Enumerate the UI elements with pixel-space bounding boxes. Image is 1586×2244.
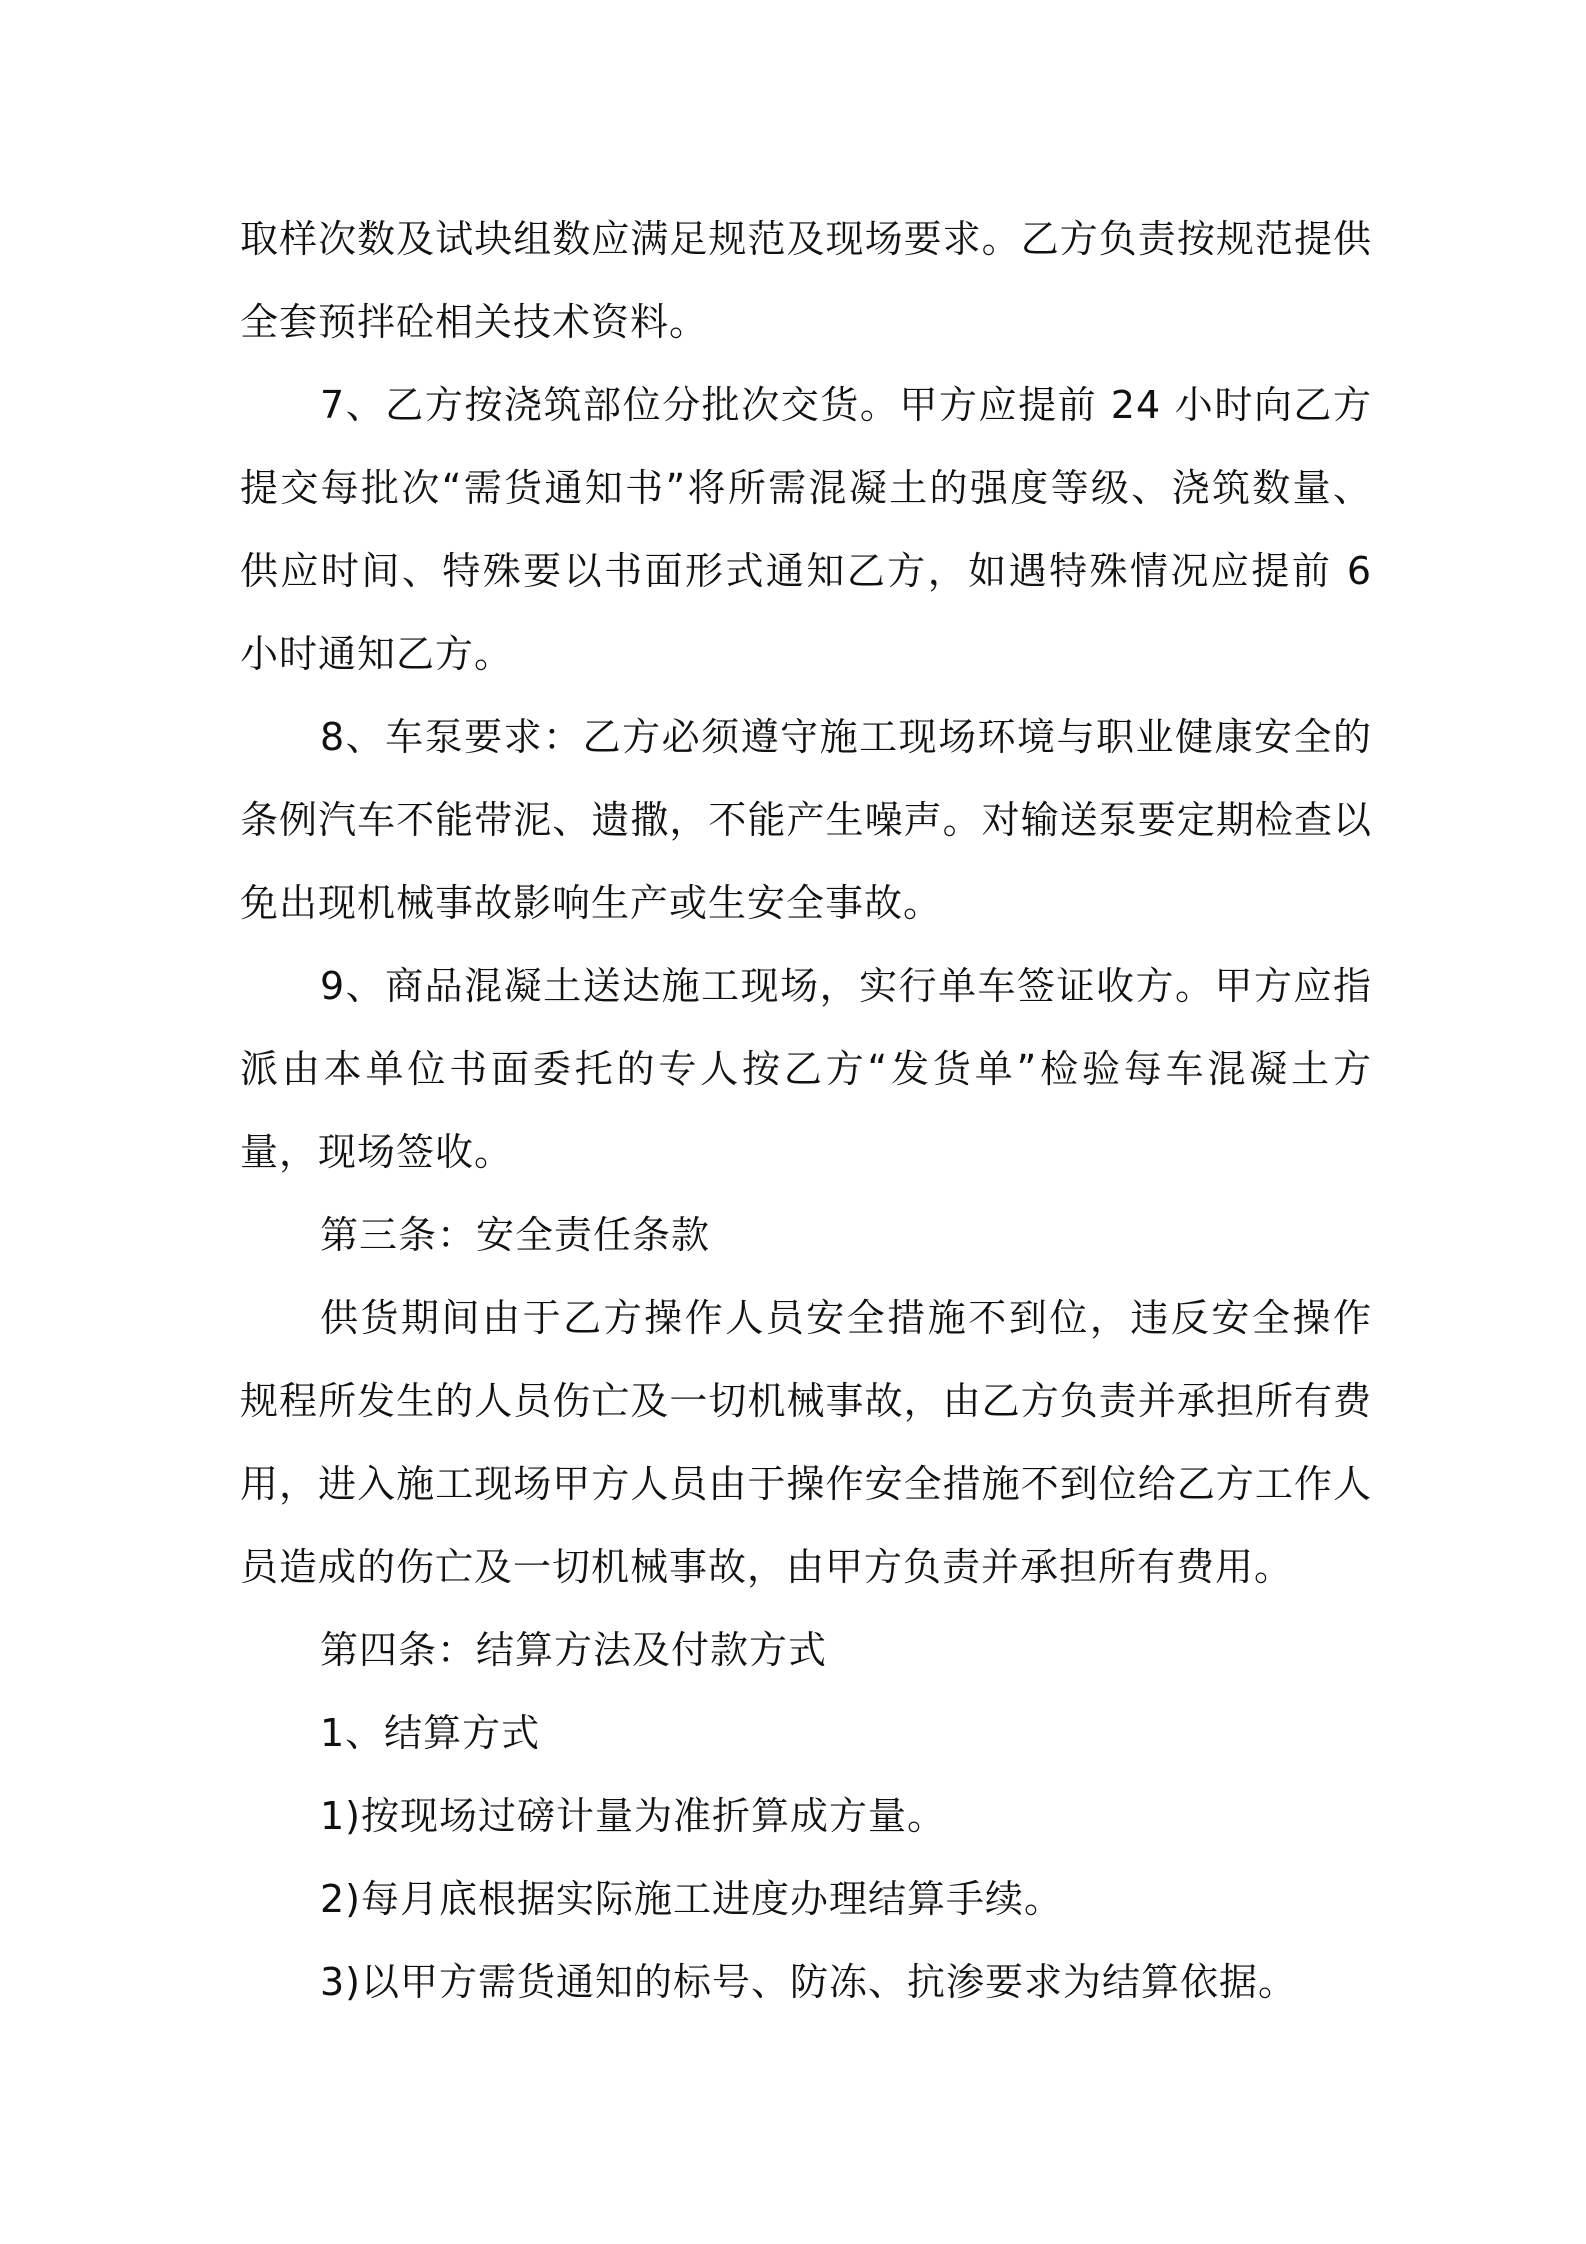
paragraph-clause-9: 9、商品混凝土送达施工现场，实行单车签证收方。甲方应指派由本单位书面委托的专人按乙方“发货单”检验每车混凝土方量，现场签收。 bbox=[240, 964, 1372, 1174]
list-item-settlement-1: 1)按现场过磅计量为准折算成方量。 bbox=[320, 1794, 947, 1838]
section-heading-article-3: 第三条：安全责任条款 bbox=[320, 1213, 711, 1257]
paragraph-safety-responsibility: 供货期间由于乙方操作人员安全措施不到位，违反安全操作规程所发生的人员伤亡及一切机械事故，由乙方负责并承担所有费用，进入施工现场甲方人员由于操作安全措施不到位给乙方工作人员造成的伤亡及一切机械事故，由甲方负责并承担所有费用。 bbox=[240, 1296, 1372, 1589]
list-item-settlement-3: 3)以甲方需货通知的标号、防冻、抗渗要求为结算依据。 bbox=[320, 1960, 1298, 2004]
paragraph-1: 取样次数及试块组数应满足规范及现场要求。乙方负责按规范提供全套预拌砼相关技术资料。 bbox=[240, 217, 1372, 344]
paragraph-clause-8: 8、车泵要求：乙方必须遵守施工现场环境与职业健康安全的条例汽车不能带泥、遗撒，不能产生噪声。对输送泵要定期检查以免出现机械事故影响生产或生安全事故。 bbox=[240, 715, 1372, 925]
list-item-settlement-2: 2)每月底根据实际施工进度办理结算手续。 bbox=[320, 1877, 1064, 1921]
paragraph-clause-7: 7、乙方按浇筑部位分批次交货。甲方应提前 24 小时向乙方提交每批次“需货通知书”将所需混凝土的强度等级、浇筑数量、供应时间、特殊要以书面形式通知乙方，如遇特殊情况应提前 6 小时通知乙方。 bbox=[240, 383, 1372, 676]
document-page bbox=[240, 198, 1372, 2024]
subheading-settlement-method: 1、结算方式 bbox=[320, 1711, 541, 1755]
section-heading-article-4: 第四条：结算方法及付款方式 bbox=[320, 1628, 828, 1672]
